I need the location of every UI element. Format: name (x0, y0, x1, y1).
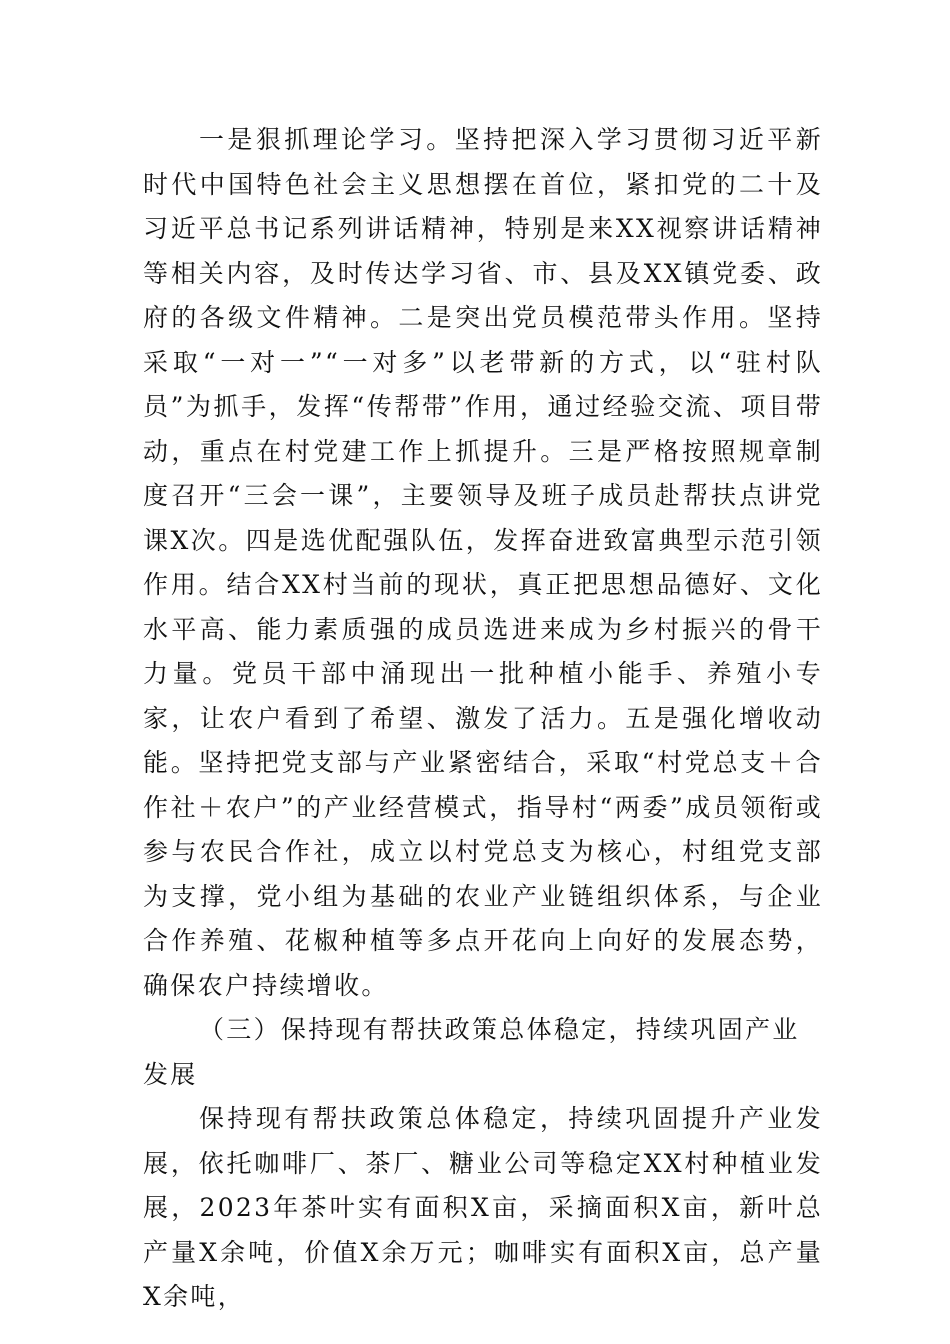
body-paragraph: 一是狠抓理论学习。坚持把深入学习贯彻习近平新时代中国特色社会主义思想摆在首位，紧扣党的二十及习近平总书记系列讲话精神，特别是来XX视察讲话精神等相关内容，及时传达学习省、市、县及XX镇党委、政府的各级文件精神。二是突出党员模范带头作用。坚持采取“一对一”“一对多”以老带新的方式，以“驻村队员”为抓手，发挥“传帮带”作用，通过经验交流、项目带动，重点在村党建工作上抓提升。三是严格按照规章制度召开“三会一课”，主要领导及班子成员赴帮扶点讲党课X次。四是选优配强队伍，发挥奋进致富典型示范引领作用。结合XX村当前的现状，真正把思想品德好、文化水平高、能力素质强的成员选进来成为乡村振兴的骨干力量。党员干部中涌现出一批种植小能手、养殖小专家，让农户看到了希望、激发了活力。五是强化增收动能。坚持把党支部与产业紧密结合，采取“村党总支＋合作社＋农户”的产业经营模式，指导村“两委”成员领衔或参与农民合作社，成立以村党总支为核心，村组党支部为支撑，党小组为基础的农业产业链组织体系，与企业合作养殖、花椒种植等多点开花向上向好的发展态势，确保农户持续增收。 (143, 125, 823, 1000)
body-paragraph: 保持现有帮扶政策总体稳定，持续巩固提升产业发展，依托咖啡厂、茶厂、糖业公司等稳定XX村种植业发展，2023年茶叶实有面积X亩，采摘面积X亩，新叶总产量X余吨，价值X余万元；咖啡实有面积X亩，总产量X余吨， (143, 1104, 823, 1311)
document-body (143, 118, 823, 1320)
section-heading: （三）保持现有帮扶政策总体稳定，持续巩固产业发展 (143, 1015, 800, 1089)
